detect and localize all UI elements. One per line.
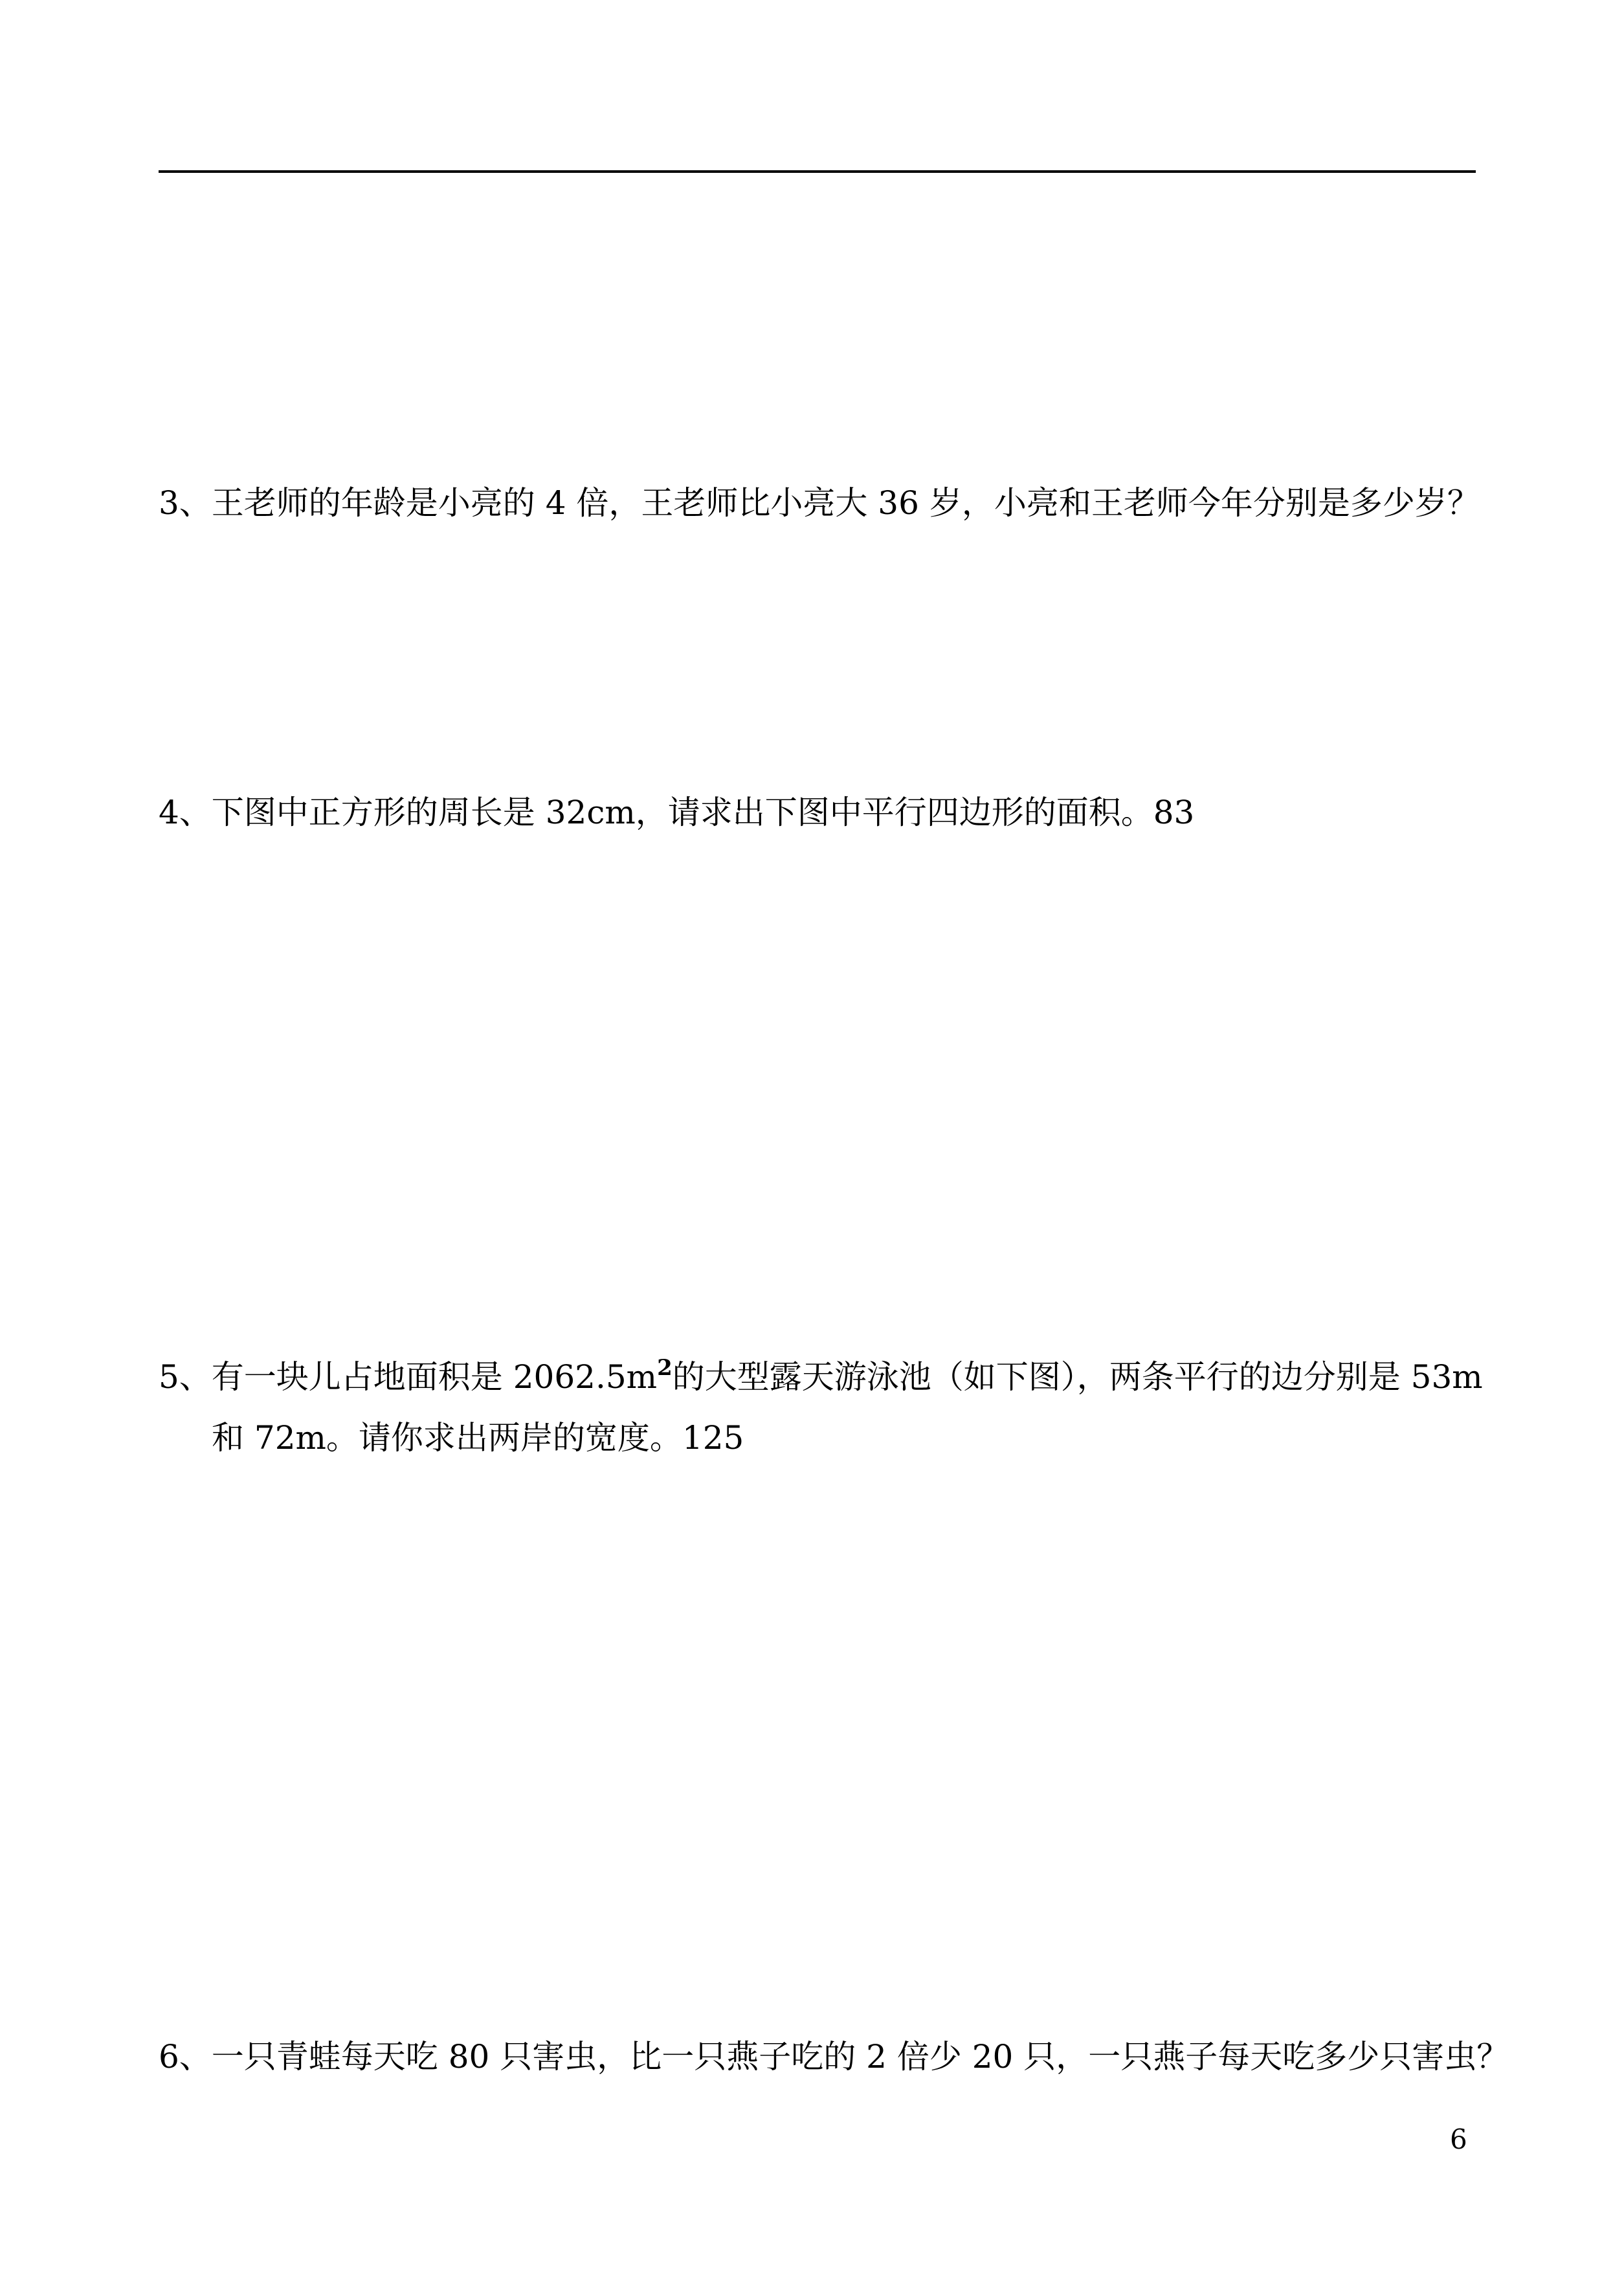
question-5 xyxy=(159,1347,1483,1468)
question-4-text: 4、下图中正方形的周长是 32cm，请求出下图中平行四边形的面积。83 xyxy=(159,794,1195,831)
question-5-line1-before: 5、有一块儿占地面积是 2062.5m xyxy=(159,1358,658,1396)
question-3 xyxy=(159,473,1479,533)
area-unit-exponent: 2 xyxy=(657,1355,673,1381)
question-5-line1-after: 的大型露天游泳池（如下图），两条平行的边分别是 53m xyxy=(672,1358,1483,1396)
header-rule xyxy=(159,170,1476,173)
question-6-text: 6、一只青蛙每天吃 80 只害虫，比一只燕子吃的 2 倍少 20 只，一只燕子每天吃多少只害虫？ xyxy=(159,2038,1509,2075)
question-4 xyxy=(159,782,1479,843)
page-number: 6 xyxy=(1450,2123,1467,2155)
question-3-text: 3、王老师的年龄是小亮的 4 倍，王老师比小亮大 36 岁，小亮和王老师今年分别是多少岁？ xyxy=(159,484,1480,522)
question-6 xyxy=(159,2026,1509,2087)
question-5-line2: 和 72m。请你求出两岸的宽度。125 xyxy=(212,1419,744,1457)
